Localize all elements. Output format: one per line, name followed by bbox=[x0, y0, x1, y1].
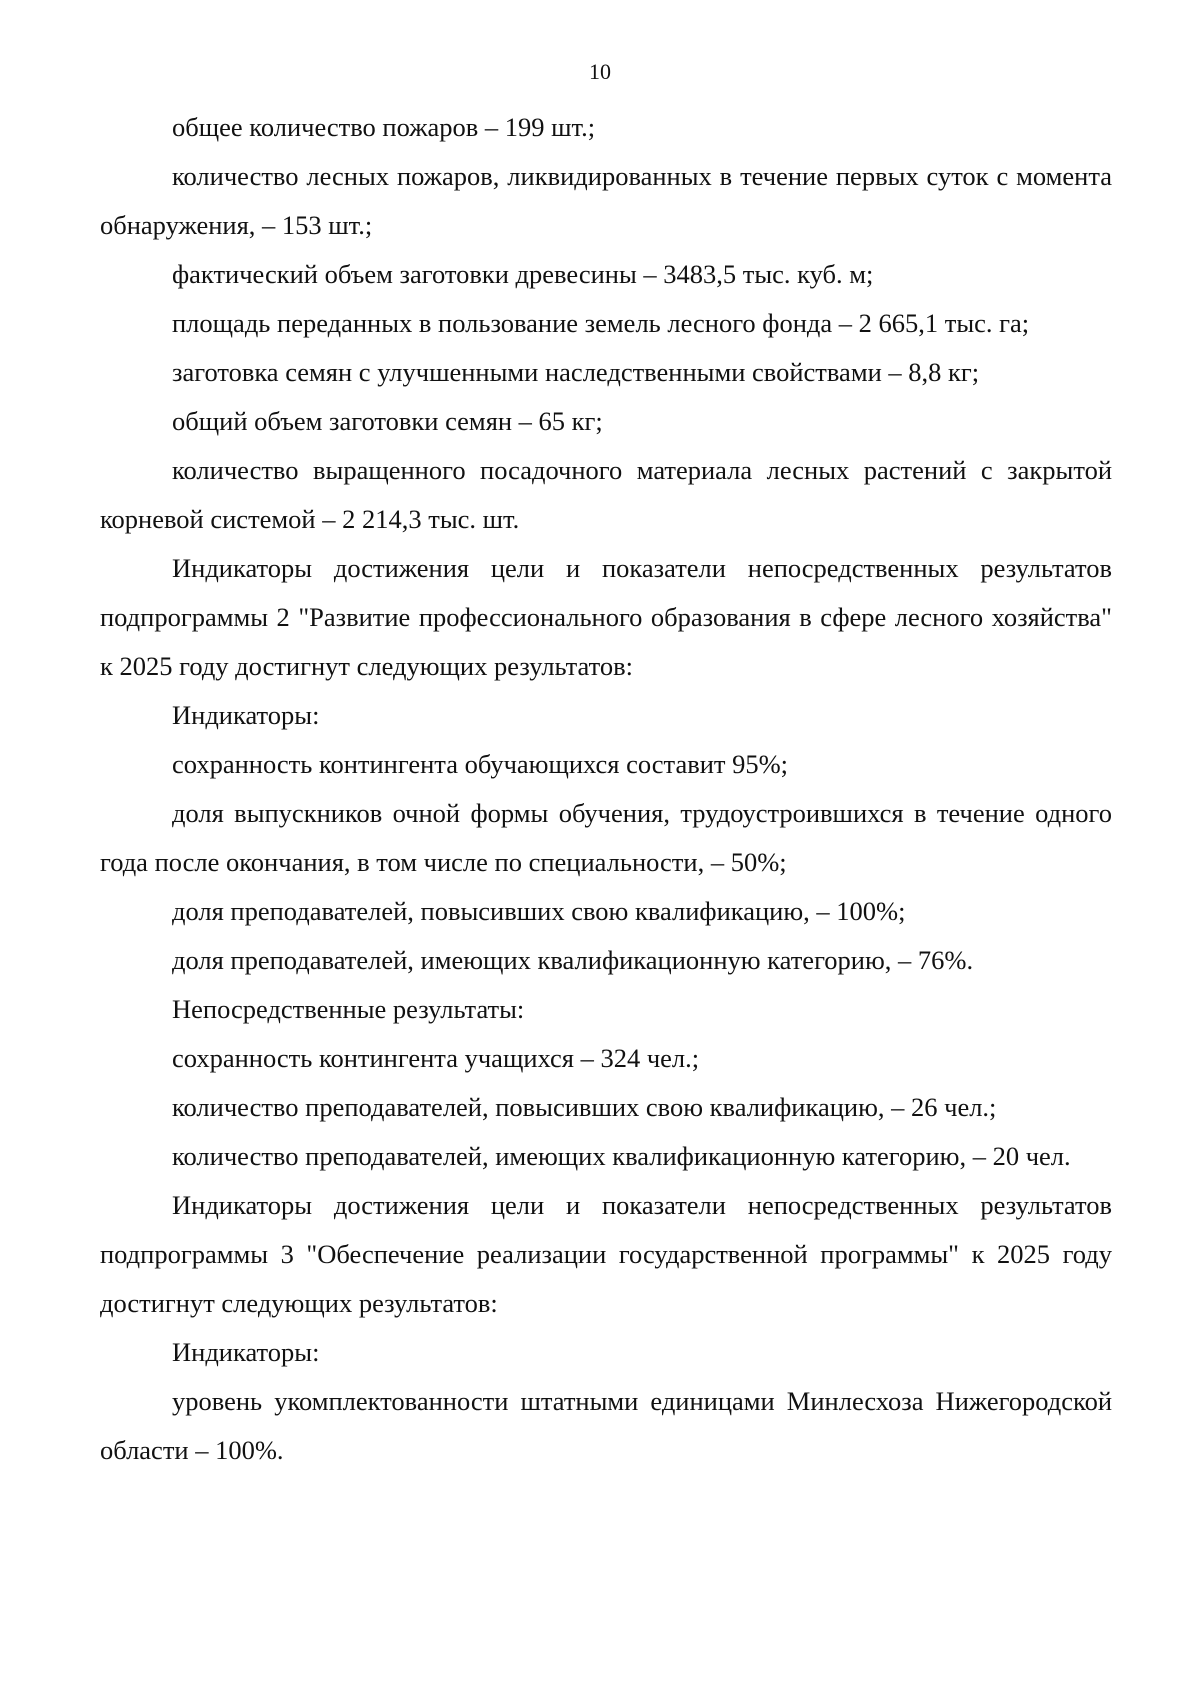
paragraph-forest-land-area: площадь переданных в пользование земель лесного фонда – 2 665,1 тыс. га; bbox=[172, 308, 1030, 338]
document-body bbox=[100, 103, 1112, 1475]
paragraph-total-seeds: общий объем заготовки семян – 65 кг; bbox=[172, 406, 603, 436]
paragraph-total-fires: общее количество пожаров – 199 шт.; bbox=[172, 112, 596, 142]
paragraph-teacher-qualification-share: доля преподавателей, повысивших свою квалификацию, – 100%; bbox=[172, 896, 906, 926]
paragraph-subprogram-2-intro: Индикаторы достижения цели и показатели непосредственных результатов подпрограммы 2 "Развитие профессионального образования в сфере лесного хозяйства" к 2025 году достигнут следующих результатов: bbox=[100, 553, 1112, 681]
paragraph-teacher-category-share: доля преподавателей, имеющих квалификационную категорию, – 76%. bbox=[172, 945, 974, 975]
paragraph-teacher-qualification-count: количество преподавателей, повысивших свою квалификацию, – 26 чел.; bbox=[172, 1092, 997, 1122]
paragraph-teacher-category-count: количество преподавателей, имеющих квалификационную категорию, – 20 чел. bbox=[172, 1141, 1071, 1171]
paragraph-indicators-heading: Индикаторы: bbox=[172, 700, 320, 730]
page-number: 10 bbox=[589, 59, 611, 84]
paragraph-improved-seeds: заготовка семян с улучшенными наследственными свойствами – 8,8 кг; bbox=[172, 357, 980, 387]
paragraph-subprogram-3-intro: Индикаторы достижения цели и показатели непосредственных результатов подпрограммы 3 "Обеспечение реализации государственной программы" к 2025 году достигнут следующих результатов: bbox=[100, 1190, 1112, 1318]
paragraph-planting-material: количество выращенного посадочного материала лесных растений с закрытой корневой системой – 2 214,3 тыс. шт. bbox=[100, 455, 1112, 534]
paragraph-staffing-level: уровень укомплектованности штатными единицами Минлесхоза Нижегородской области – 100%. bbox=[100, 1386, 1112, 1465]
paragraph-timber-harvest: фактический объем заготовки древесины – 3483,5 тыс. куб. м; bbox=[172, 259, 874, 289]
paragraph-graduate-employment: доля выпускников очной формы обучения, трудоустроившихся в течение одного года после окончания, в том числе по специальности, – 50%; bbox=[100, 798, 1112, 877]
paragraph-indicators-heading-2: Индикаторы: bbox=[172, 1337, 320, 1367]
paragraph-fires-first-day: количество лесных пожаров, ликвидированных в течение первых суток с момента обнаружения, – 153 шт.; bbox=[100, 161, 1112, 240]
paragraph-student-retention: сохранность контингента обучающихся составит 95%; bbox=[172, 749, 789, 779]
paragraph-student-count: сохранность контингента учащихся – 324 чел.; bbox=[172, 1043, 700, 1073]
paragraph-direct-results-heading: Непосредственные результаты: bbox=[172, 994, 525, 1024]
